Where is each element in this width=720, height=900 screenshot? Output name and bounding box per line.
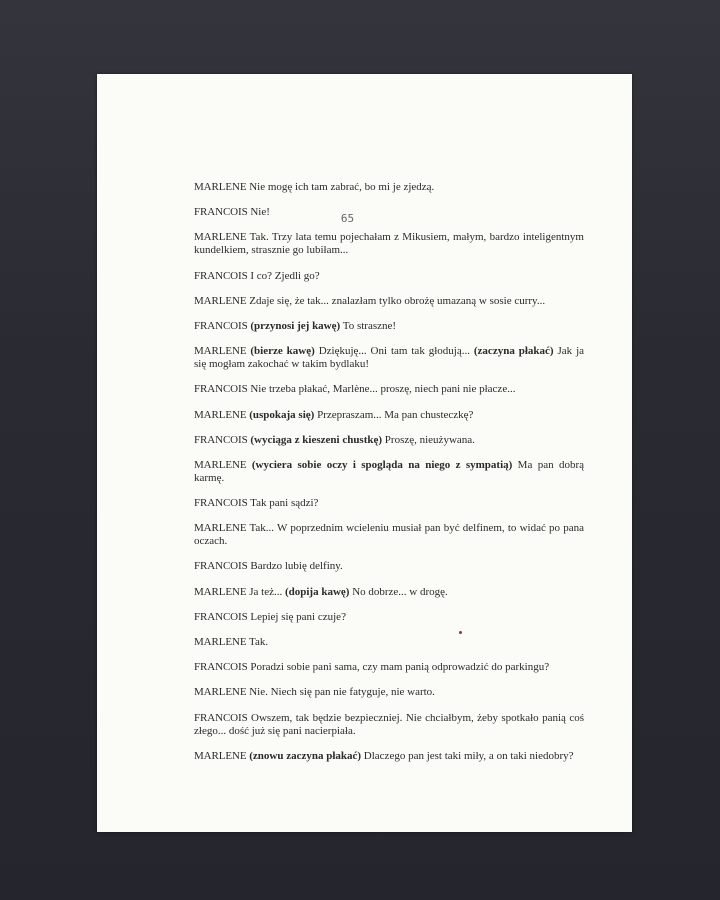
speaker-name: FRANCOIS	[194, 383, 248, 396]
spoken-text: Proszę, nieużywana.	[382, 433, 475, 446]
spoken-text: To straszne!	[340, 319, 397, 332]
spoken-text: Nie mogę ich tam zabrać, bo mi je zjedzą.	[249, 181, 435, 193]
speaker-name: FRANCOIS	[194, 433, 248, 446]
speaker-name: MARLENE	[194, 522, 247, 535]
dialogue-line	[194, 434, 584, 447]
speaker-name: MARLENE	[194, 408, 247, 421]
spoken-text: Bardzo lubię delfiny.	[250, 560, 343, 573]
dialogue-line	[194, 270, 584, 283]
dialogue-line	[194, 522, 584, 548]
speaker-name: MARLENE	[194, 686, 247, 699]
spoken-text: No dobrze... w drogę.	[349, 585, 448, 598]
spoken-text: Zdaje się, że tak... znalazłam tylko obrożę umazaną w sosie curry...	[249, 294, 546, 307]
dialogue-block	[194, 181, 584, 775]
dialogue-line	[194, 497, 584, 510]
dialogue-line	[194, 345, 584, 371]
speaker-name: MARLENE	[194, 345, 247, 358]
dialogue-line	[194, 231, 584, 257]
stage-direction: (wyciera sobie oczy i spogląda na niego z sympatią)	[251, 458, 513, 471]
speaker-name: FRANCOIS	[194, 711, 248, 724]
dialogue-line	[194, 560, 584, 573]
spoken-text: Dlaczego pan jest taki miły, a on taki niedobry?	[361, 749, 574, 762]
speaker-name: FRANCOIS	[194, 319, 248, 332]
speaker-name: FRANCOIS	[194, 610, 248, 623]
stage-direction: (bierze kawę)	[250, 345, 315, 358]
page-number: 65	[340, 212, 355, 225]
spoken-text: Jak ja się mogłam zakochać w takim bydlaku!	[194, 345, 585, 371]
spoken-text: Nie!	[250, 206, 270, 219]
spoken-text: Ja też...	[249, 585, 285, 598]
spoken-text: Nie. Niech się pan nie fatyguje, nie warto.	[249, 686, 435, 699]
dialogue-line	[194, 661, 584, 674]
stage-direction: (znowu zaczyna płakać)	[249, 749, 362, 762]
dialogue-line	[194, 459, 584, 485]
dialogue-line	[194, 750, 584, 763]
speaker-name: MARLENE	[194, 458, 247, 471]
dialogue-line	[194, 295, 584, 308]
speaker-name: MARLENE	[194, 749, 247, 762]
stage-direction: (przynosi jej kawę)	[250, 319, 341, 332]
speaker-name: FRANCOIS	[194, 560, 248, 573]
speaker-name: MARLENE	[194, 585, 247, 598]
dialogue-line	[194, 383, 584, 396]
ink-speck	[459, 631, 462, 634]
stage-direction: (zaczyna płakać)	[473, 345, 554, 358]
spoken-text: Dziękuję... Oni tam tak głodują...	[314, 345, 474, 358]
stage-direction: (wyciąga z kieszeni chustkę)	[250, 433, 383, 446]
spoken-text: I co? Zjedli go?	[250, 269, 320, 282]
speaker-name: FRANCOIS	[194, 269, 248, 282]
speaker-name: MARLENE	[194, 231, 247, 244]
dialogue-line	[194, 409, 584, 422]
spoken-text: Tak. Trzy lata temu pojechałam z Mikusiem, małym, bardzo inteligentnym kundelkiem, strasznie go lubiłam...	[194, 231, 584, 257]
dialogue-line	[194, 586, 584, 599]
speaker-name: MARLENE	[194, 636, 247, 648]
spoken-text: Tak pani sądzi?	[250, 497, 319, 510]
dialogue-line	[194, 636, 584, 649]
speaker-name: FRANCOIS	[194, 206, 248, 219]
dialogue-line	[194, 206, 584, 219]
spoken-text: Ma pan dobrą karmę.	[194, 458, 585, 484]
dialogue-line	[194, 611, 584, 624]
stage-direction: (dopija kawę)	[284, 585, 350, 598]
spoken-text: Lepiej się pani czuje?	[250, 610, 346, 623]
spoken-text: Poradzi sobie pani sama, czy mam panią odprowadzić do parkingu?	[250, 661, 550, 674]
dialogue-line	[194, 686, 584, 699]
speaker-name: MARLENE	[194, 294, 247, 307]
spoken-text: Owszem, tak będzie bezpieczniej. Nie chciałbym, żeby spotkało panią coś złego... dość już się pani nacierpiała.	[194, 711, 584, 737]
spoken-text: Tak... W poprzednim wcieleniu musiał pan być delfinem, to widać po pana oczach.	[194, 522, 584, 548]
spoken-text: Przepraszam... Ma pan chusteczkę?	[314, 408, 474, 421]
speaker-name: MARLENE	[194, 181, 247, 193]
spoken-text: Tak.	[249, 636, 269, 648]
script-page	[97, 74, 632, 832]
dialogue-line	[194, 181, 584, 194]
speaker-name: FRANCOIS	[194, 661, 248, 674]
spoken-text: Nie trzeba płakać, Marlène... proszę, niech pani nie płacze...	[250, 383, 516, 396]
dialogue-line	[194, 320, 584, 333]
speaker-name: FRANCOIS	[194, 497, 248, 510]
stage-direction: (uspokaja się)	[249, 408, 315, 421]
dialogue-line	[194, 712, 584, 738]
